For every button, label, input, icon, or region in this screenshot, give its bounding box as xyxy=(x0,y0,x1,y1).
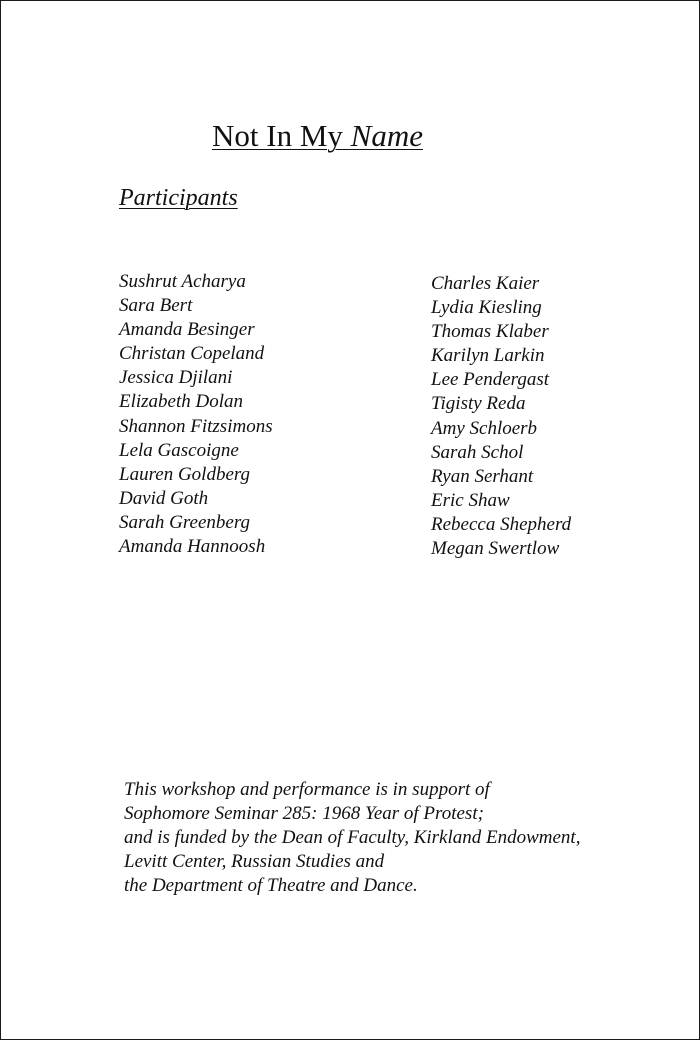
participant-name: Lydia Kiesling xyxy=(431,297,542,319)
participant-name: Charles Kaier xyxy=(431,273,540,294)
participant-name: Sara Bert xyxy=(119,295,193,317)
participant-name: Tigisty Reda xyxy=(431,393,526,415)
participant-name: Sarah Greenberg xyxy=(119,511,251,533)
participant-name: Thomas Klaber xyxy=(431,321,549,343)
participant-name: Amanda Besinger xyxy=(119,319,255,341)
participant-name: Christan Copeland xyxy=(119,343,265,365)
participant-name: David Goth xyxy=(119,487,209,509)
participant-name: Rebecca Shepherd xyxy=(431,513,572,535)
participant-name: Megan Swertlow xyxy=(431,538,560,560)
participant-name: Ryan Serhant xyxy=(431,465,534,487)
participant-name: Karilyn Larkin xyxy=(431,345,545,367)
participants-heading: Participants xyxy=(119,185,238,211)
participants-list-left xyxy=(119,270,273,559)
title-italic: Name xyxy=(350,118,423,153)
participants-list-right xyxy=(431,272,571,561)
title-main: Not In My xyxy=(212,118,343,153)
note-line: the Department of Theatre and Dance. xyxy=(124,875,418,897)
participant-name: Amy Schloerb xyxy=(431,417,538,439)
funding-note xyxy=(124,778,580,898)
page-title xyxy=(212,116,423,156)
note-line: and is funded by the Dean of Faculty, Kirkland Endowment, xyxy=(124,827,581,849)
participant-name: Sarah Schol xyxy=(431,441,524,463)
note-line: Levitt Center, Russian Studies and xyxy=(124,851,385,873)
participant-name: Amanda Hannoosh xyxy=(119,536,266,558)
note-line: This workshop and performance is in support of xyxy=(124,779,490,800)
note-line: Sophomore Seminar 285: 1968 Year of Protest; xyxy=(124,803,484,825)
participant-name: Lauren Goldberg xyxy=(119,463,251,485)
participant-name: Sushrut Acharya xyxy=(119,271,246,292)
participant-name: Shannon Fitzsimons xyxy=(119,415,273,437)
participant-name: Jessica Djilani xyxy=(119,367,233,389)
participant-name: Eric Shaw xyxy=(431,489,510,511)
participant-name: Lee Pendergast xyxy=(431,369,550,391)
participant-name: Lela Gascoigne xyxy=(119,439,239,461)
participant-name: Elizabeth Dolan xyxy=(119,391,244,413)
